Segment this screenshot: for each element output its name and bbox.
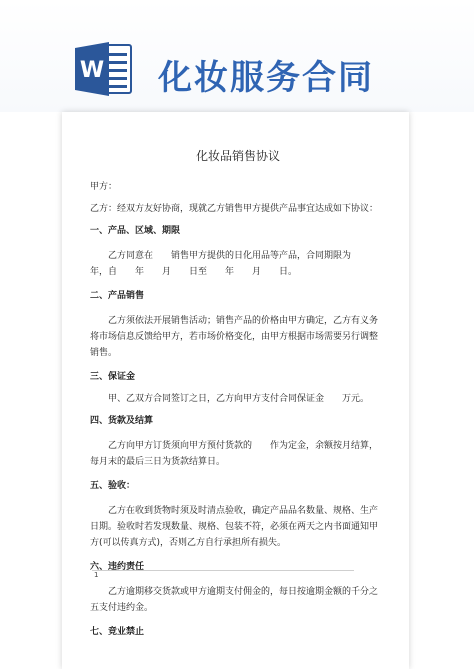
section-5-heading: 五、验收： (90, 481, 136, 491)
section-5-body: 乙方在收到货物时须及时清点验收，确定产品品名数量、规格、生产日期。验收时若发现数量、规格、包装不符，必须在两天之内书面通知甲方(可以传真方式)，否则乙方自行承担所有损失。 (90, 506, 379, 548)
party-a-line: 甲方： (90, 182, 118, 192)
section-6-body: 乙方逾期移交货款或甲方逾期支付佣金的，每日按逾期金额的千分之五支付违约金。 (90, 587, 379, 613)
section-1-body: 乙方同意在 销售甲方提供的日化用品等产品，合同期限为 年，自 年 月 日至 年 月 日。 (90, 251, 370, 277)
document-page (62, 112, 409, 669)
section-7-heading: 七、竞业禁止 (90, 627, 145, 637)
section-4-body: 乙方向甲方订货须向甲方预付货款的 作为定金，余额按月结算，每月末的最后三日为货款结算日。 (90, 441, 379, 467)
section-3-heading: 三、保证金 (90, 372, 136, 382)
section-1-heading: 一、产品、区域、期限 (90, 226, 181, 236)
section-6-heading: 六、违约责任 (90, 562, 145, 572)
section-2-heading: 二、产品销售 (90, 291, 145, 301)
section-4-heading: 四、货款及结算 (90, 416, 154, 426)
document-body (90, 148, 386, 649)
banner (0, 0, 474, 112)
footer-divider (92, 570, 354, 571)
page-number: 1 (94, 571, 99, 579)
party-b-line: 乙方：经双方友好协商，现就乙方销售甲方提供产品事宜达成如下协议： (90, 204, 379, 214)
banner-title: 化妆服务合同 (158, 58, 374, 98)
document-title: 化妆品销售协议 (195, 149, 280, 163)
logo-letter: W (79, 58, 105, 83)
ms-word-icon (75, 40, 133, 98)
section-3-body: 甲、乙双方合同签订之日，乙方向甲方支付合同保证金 万元。 (108, 394, 370, 404)
section-2-body: 乙方须依法开展销售活动；销售产品的价格由甲方确定，乙方有义务将市场信息反馈给甲方，若市场价格变化，由甲方根据市场需要另行调整销售。 (90, 316, 379, 358)
